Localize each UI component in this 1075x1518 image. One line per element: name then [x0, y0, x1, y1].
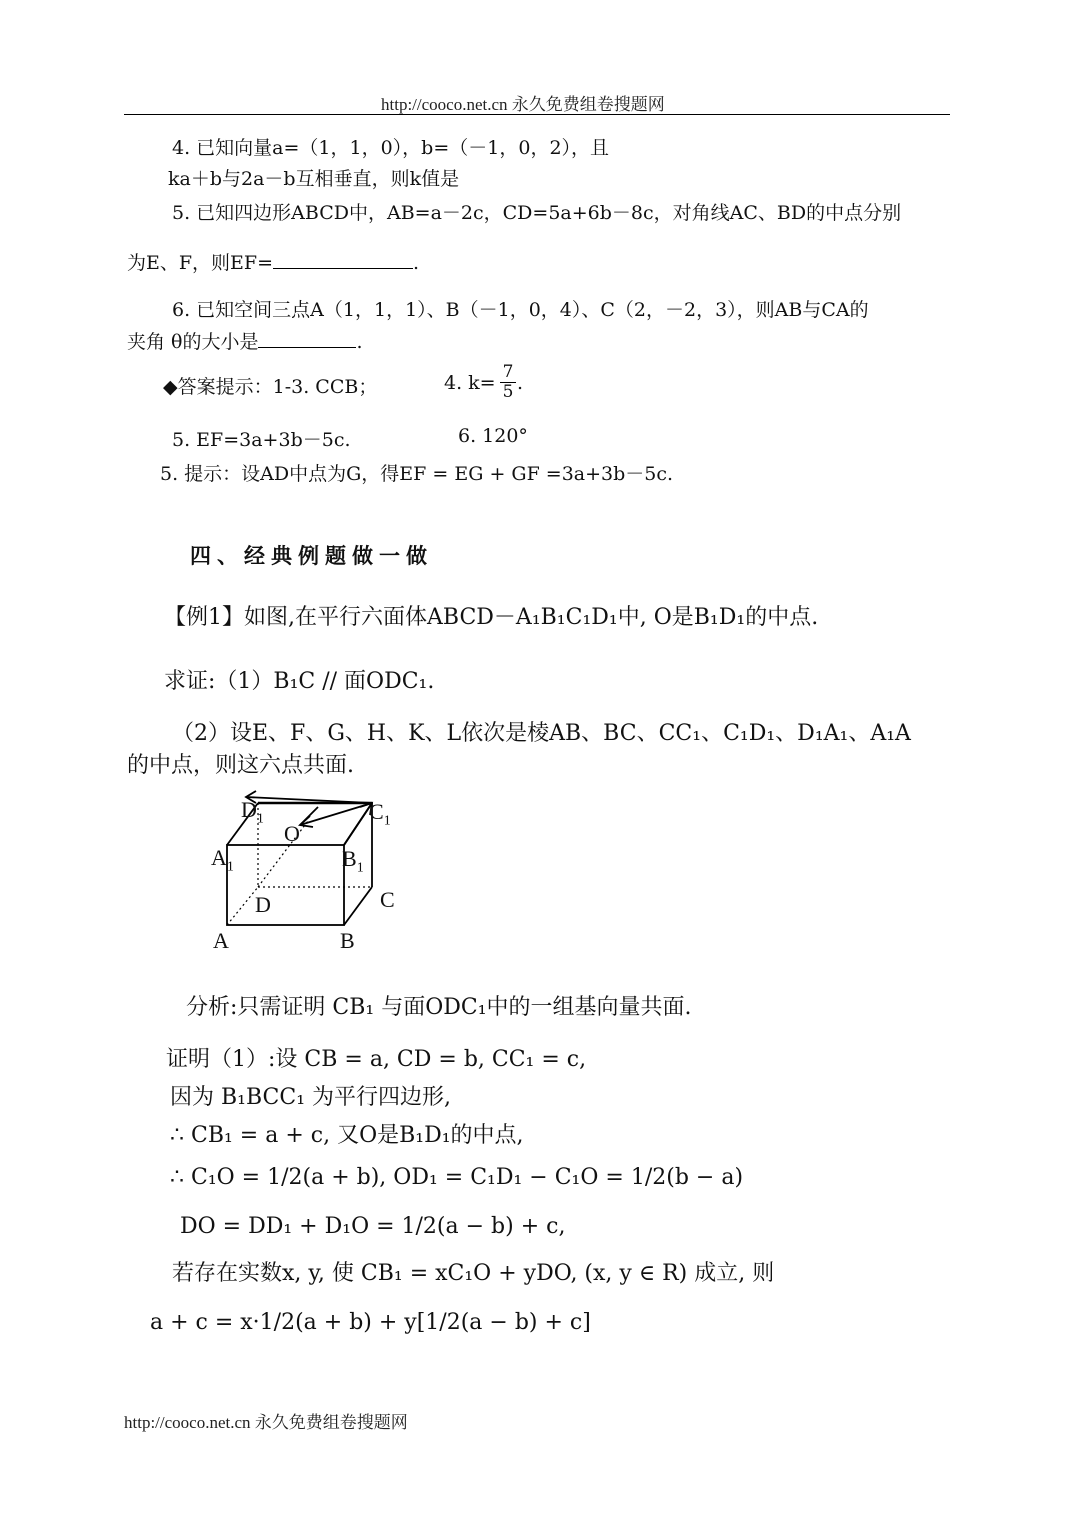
- problem-5-line-2-text: 为E、F，则EF=: [127, 252, 274, 274]
- answer-blank-5: [273, 267, 413, 269]
- page-header: http://cooco.net.cn 永久免费组卷搜题网: [381, 95, 665, 114]
- example-1-line-4: 的中点，则这六点共面.: [127, 753, 354, 778]
- label-d: D: [255, 892, 271, 917]
- section-heading: 四、经典例题做一做: [190, 543, 433, 568]
- problem-6-line-1: 6. 已知空间三点A（1，1，1）、B（－1，0，4）、C（2，－2，3），则AB与CA的: [172, 299, 869, 321]
- page-footer: http://cooco.net.cn 永久免费组卷搜题网: [124, 1413, 408, 1432]
- proof-line-4: ∴ C₁O = 1/2(a + b), OD₁ = C₁D₁ − C₁O = 1/2(b − a): [170, 1165, 744, 1190]
- edge-b-c: [344, 887, 372, 925]
- problem-6-line-2: 夹角 θ的大小是 .: [127, 331, 363, 353]
- label-o: O: [284, 821, 300, 846]
- label-c1: $C_1$: [369, 799, 391, 829]
- front-face: [227, 845, 344, 925]
- answer-5: 5. EF=3a+3b－5c.: [172, 429, 351, 451]
- proof-line-2: 因为 B₁BCC₁ 为平行四边形,: [170, 1085, 452, 1110]
- problem-4-line-1: 4. 已知向量a=（1，1，0），b=（－1，0，2），且: [172, 137, 610, 159]
- answer-4-text: 4. k=: [444, 372, 496, 394]
- example-1-line-2: 求证:（1）B₁C // 面ODC₁.: [164, 669, 435, 694]
- label-b: B: [340, 928, 355, 953]
- answer-6: 6. 120°: [458, 425, 528, 447]
- label-a1: $A_1$: [211, 845, 234, 875]
- problem-5-line-2: 为E、F，则EF= .: [127, 252, 420, 274]
- hint-5: 5. 提示：设AD中点为G，得EF = EG + GF =3a+3b－5c.: [160, 463, 674, 485]
- proof-line-6: 若存在实数x, y, 使 CB₁ = xC₁O + yDO, (x, y ∈ R) 成立, 则: [172, 1261, 775, 1286]
- problem-4-line-2: ka＋b与2a－b互相垂直，则k值是: [168, 168, 460, 190]
- answer-4-numerator: 7: [502, 362, 514, 382]
- label-c: C: [380, 887, 395, 912]
- label-a: A: [213, 928, 229, 953]
- answer-4-period: .: [517, 372, 524, 394]
- proof-line-7: a + c = x·1/2(a + b) + y[1/2(a − b) + c]: [150, 1310, 591, 1335]
- example-1-line-3: （2）设E、F、G、H、K、L依次是棱AB、BC、CC₁、C₁D₁、D₁A₁、A₁A: [172, 721, 911, 746]
- proof-line-3: ∴ CB₁ = a + c, 又O是B₁D₁的中点,: [170, 1123, 524, 1148]
- hidden-edge-d-o: [258, 821, 308, 887]
- proof-line-5: DO = DD₁ + D₁O = 1/2(a − b) + c,: [180, 1214, 566, 1239]
- problem-5-line-1: 5. 已知四边形ABCD中，AB=a－2c，CD=5a+6b－8c，对角线AC、BD的中点分别: [172, 202, 902, 224]
- analysis-line: 分析:只需证明 CB₁ 与面ODC₁中的一组基向量共面.: [186, 995, 692, 1020]
- example-1-line-1: 【例1】如图,在平行六面体ABCD－A₁B₁C₁D₁中, O是B₁D₁的中点.: [164, 605, 819, 630]
- answer-blank-6: [258, 346, 356, 348]
- problem-6-line-2-text: 夹角 θ的大小是: [127, 331, 259, 353]
- answer-4: [444, 372, 496, 394]
- header-rule: [124, 114, 950, 115]
- proof-line-1: 证明（1）:设 CB = a, CD = b, CC₁ = c,: [166, 1047, 587, 1072]
- hidden-edge-a-d: [227, 887, 258, 925]
- label-d1: $D_1$: [241, 797, 264, 827]
- answer-hint-line: ◆答案提示：1-3. CCB；: [163, 376, 378, 398]
- answer-4-fraction: [500, 363, 516, 402]
- label-b1: $B_1$: [342, 846, 364, 876]
- answer-4-denominator: 5: [500, 382, 516, 402]
- vector-b1-c1: [344, 803, 372, 845]
